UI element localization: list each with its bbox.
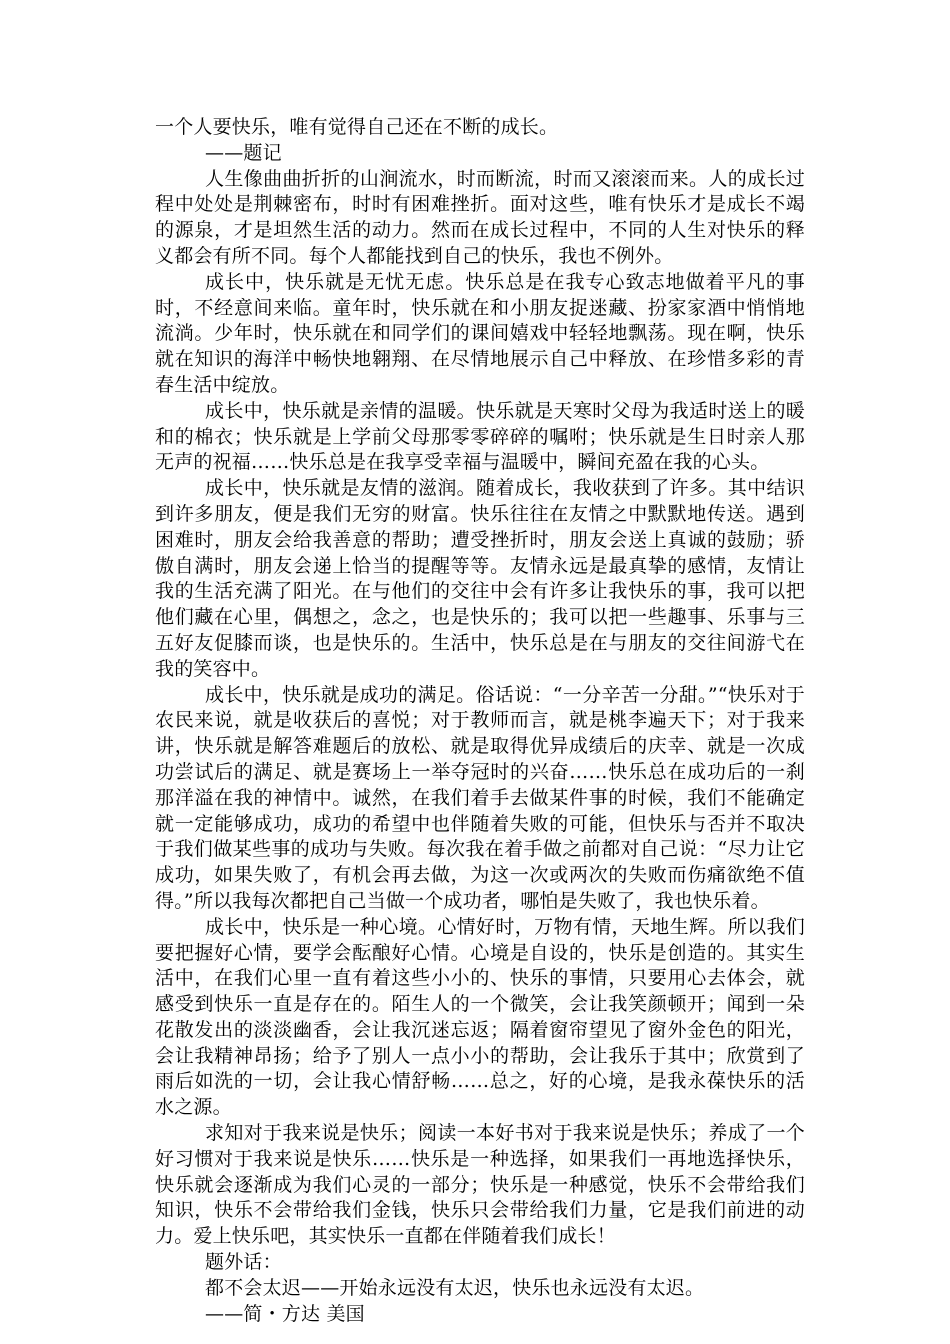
paragraph-friendship: 成长中，快乐就是友情的滋润。随着成长，我收获到了许多。其中结识到许多朋友，便是我们无穷的财富。快乐往往在友情之中默默地传送。遇到困难时，朋友会给我善意的帮助；遭受挫折时，朋友会送上真诚的鼓励；骄傲自满时，朋友会递上恰当的提醒等等。友情永远是最真挚的感情，友情让我的生活充满了阳光。在与他们的交往中会有许多让我快乐的事，我可以把他们藏在心里，偶想之，念之，也是快乐的；我可以把一些趣事、乐事与三五好友促膝而谈，也是快乐的。生活中，快乐总是在与朋友的交往间游弋在我的笑容中。 — [155, 477, 805, 680]
epigraph-attribution: ——题记 — [205, 141, 282, 164]
postscript-attribution: ——简・方达 美国 — [205, 1302, 365, 1325]
paragraph-conclusion: 求知对于我来说是快乐；阅读一本好书对于我来说是快乐；养成了一个好习惯对于我来说是快乐……快乐是一种选择，如果我们一再地选择快乐，快乐就会逐渐成为我们心灵的一部分；快乐是一种感觉，快乐不会带给我们知识，快乐不会带给我们金钱，快乐只会带给我们力量，它是我们前进的动力。爱上快乐吧，其实快乐一直都在伴随着我们成长！ — [155, 1122, 805, 1248]
paragraph-success: 成长中，快乐就是成功的满足。俗话说：“一分辛苦一分甜。”“快乐对于农民来说，就是收获后的喜悦；对于教师而言，就是桃李遍天下；对于我来讲，快乐就是解答难题后的放松、就是取得优异成绩后的庆幸、就是一次成功尝试后的满足、就是赛场上一举夺冠时的兴奋……快乐总在成功后的一刹那洋溢在我的神情中。诚然，在我们着手去做某件事的时候，我们不能确定就一定能够成功，成功的希望中也伴随着失败的可能，但快乐与否并不取决于我们做某些事的成功与失败。每次我在着手做之前都对自己说：“尽力让它成功，如果失败了，有机会再去做，为这一次或两次的失败而伤痛欲绝不值得。”所以我每次都把自己当做一个成功者，哪怕是失败了，我也快乐着。 — [155, 683, 805, 912]
essay-body — [155, 115, 805, 1327]
postscript-quote: 都不会太迟——开始永远没有太迟，快乐也永远没有太迟。 — [205, 1276, 705, 1299]
epigraph: 一个人要快乐，唯有觉得自己还在不断的成长。 — [155, 116, 559, 138]
paragraph-family: 成长中，快乐就是亲情的温暖。快乐就是天寒时父母为我适时送上的暖和的棉衣；快乐就是上学前父母那零零碎碎的嘱咐；快乐就是生日时亲人那无声的祝福……快乐总是在我享受幸福与温暖中，瞬间充盈在我的心头。 — [155, 399, 805, 474]
paragraph-mood: 成长中，快乐是一种心境。心情好时，万物有情，天地生辉。所以我们要把握好心情，要学会酝酿好心情。心境是自设的，快乐是创造的。其实生活中，在我们心里一直有着这些小小的、快乐的事情，只要用心去体会，就感受到快乐一直是存在的。陌生人的一个微笑，会让我笑颜顿开；闻到一朵花散发出的淡淡幽香，会让我沉迷忘返；隔着窗帘望见了窗外金色的阳光，会让我精神昂扬；给予了别人一点小小的帮助，会让我乐于其中；欣赏到了雨后如洗的一切，会让我心情舒畅……总之，好的心境，是我永葆快乐的活水之源。 — [155, 915, 805, 1119]
paragraph-carefree: 成长中，快乐就是无忧无虑。快乐总是在我专心致志地做着平凡的事时，不经意间来临。童年时，快乐就在和小朋友捉迷藏、扮家家酒中悄悄地流淌。少年时，快乐就在和同学们的课间嬉戏中轻轻地飘荡。现在啊，快乐就在知识的海洋中畅快地翱翔、在尽情地展示自己中释放、在珍惜多彩的青春生活中绽放。 — [155, 270, 805, 396]
paragraph-intro: 人生像曲曲折折的山涧流水，时而断流，时而又滚滚而来。人的成长过程中处处是荆棘密布，时时有困难挫折。面对这些，唯有快乐才是成长不竭的源泉，才是坦然生活的动力。然而在成长过程中，不同的人生对快乐的释义都会有所不同。每个人都能找到自己的快乐，我也不例外。 — [155, 167, 805, 267]
postscript-label: 题外话： — [205, 1251, 282, 1274]
